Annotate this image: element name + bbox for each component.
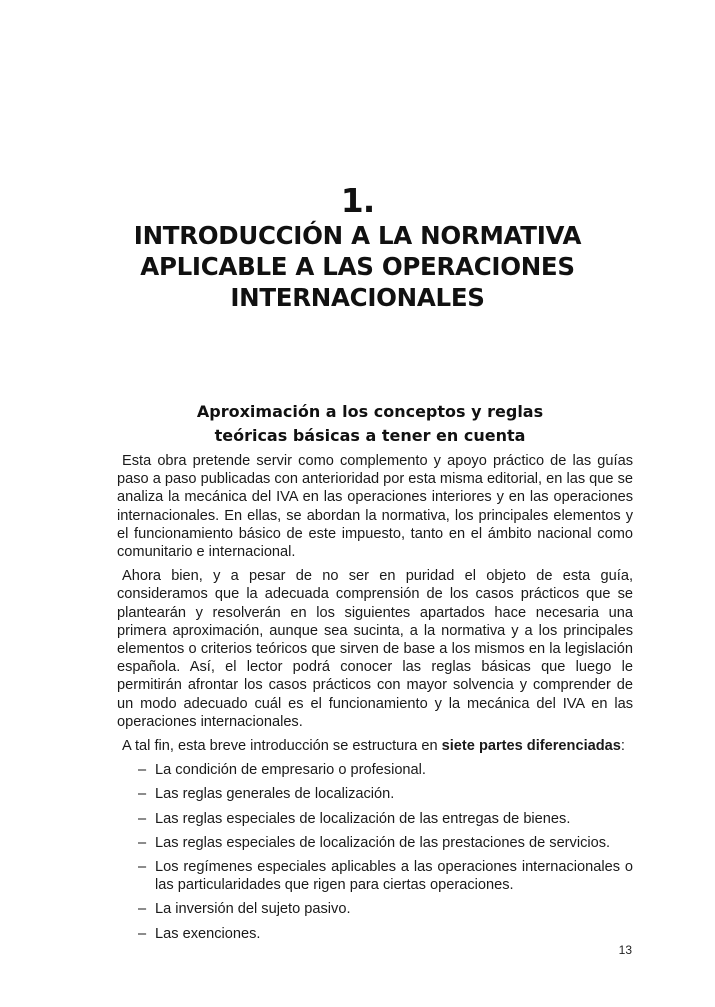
list-intro-paragraph (117, 737, 633, 755)
section-title (0, 400, 715, 448)
paragraph: Ahora bien, y a pesar de no ser en puridad el objeto de esta guía, consideramos que la adecuada comprensión de los casos prácticos que se plantearán y resolverán en los siguientes apartados hace necesaria una primera aproximación, aunque sea sucinta, a la normativa y a los principales elementos o criterios teóricos que sirven de base a los mismos en la legislación española. Así, el lector podrá conocer las reglas básicas que luego le permitirán afrontar los casos prácticos con mayor solvencia y comprender de un modo adecuado cuál es el funcionamiento y la mecánica del IVA en las operaciones internacionales. (117, 568, 633, 730)
list-item-text: Las reglas especiales de localización de las entregas de bienes. (155, 810, 571, 827)
chapter-heading (0, 182, 715, 313)
list-item (117, 900, 633, 918)
dash-bullet: – (138, 786, 147, 803)
list-intro-suffix: : (620, 738, 625, 755)
paragraph: Esta obra pretende servir como complemento y apoyo práctico de las guías paso a paso publicadas con anterioridad por esta misma editorial, en las que se analiza la mecánica del IVA en las operaciones interiores y en las operaciones internacionales. En ellas, se abordan la normativa, los principales elementos y el funcionamiento básico de este impuesto, tanto en el ámbito nacional como comunitario e internacional. (117, 453, 633, 561)
chapter-title (0, 220, 715, 313)
chapter-title-line: INTRODUCCIÓN A LA NORMATIVA (133, 221, 582, 250)
list-intro-text: A tal fin, esta breve introducción se estructura en (122, 738, 442, 755)
list-item (117, 810, 633, 828)
list-item-text: Los regímenes especiales aplicables a las operaciones internacionales o las particularidades que rigen para ciertas operaciones. (155, 859, 633, 894)
list-item (117, 858, 633, 894)
parts-list (117, 761, 633, 943)
dash-bullet: – (138, 901, 147, 918)
body-text (117, 452, 633, 949)
list-item-text: Las reglas especiales de localización de las prestaciones de servicios. (155, 834, 611, 851)
list-item-text: La condición de empresario o profesional. (155, 762, 426, 779)
list-item-text: Las exenciones. (155, 925, 261, 942)
chapter-title-line: INTERNACIONALES (230, 283, 485, 312)
list-item (117, 761, 633, 779)
chapter-title-line: APLICABLE A LAS OPERACIONES (140, 252, 575, 281)
page-number: 13 (618, 943, 632, 957)
list-item (117, 785, 633, 803)
chapter-number: 1. (340, 181, 375, 220)
dash-bullet: – (138, 762, 147, 779)
dash-bullet: – (138, 925, 147, 942)
list-intro-emphasis: siete partes diferenciadas (441, 738, 621, 755)
dash-bullet: – (138, 810, 147, 827)
list-item-text: La inversión del sujeto pasivo. (155, 901, 351, 918)
section-title-line: teóricas básicas a tener en cuenta (214, 426, 526, 445)
section-title-line: Aproximación a los conceptos y reglas (196, 402, 544, 421)
dash-bullet: – (138, 859, 147, 876)
list-item (117, 834, 633, 852)
list-item-text: Las reglas generales de localización. (155, 786, 395, 803)
list-item (117, 925, 633, 943)
dash-bullet: – (138, 834, 147, 851)
